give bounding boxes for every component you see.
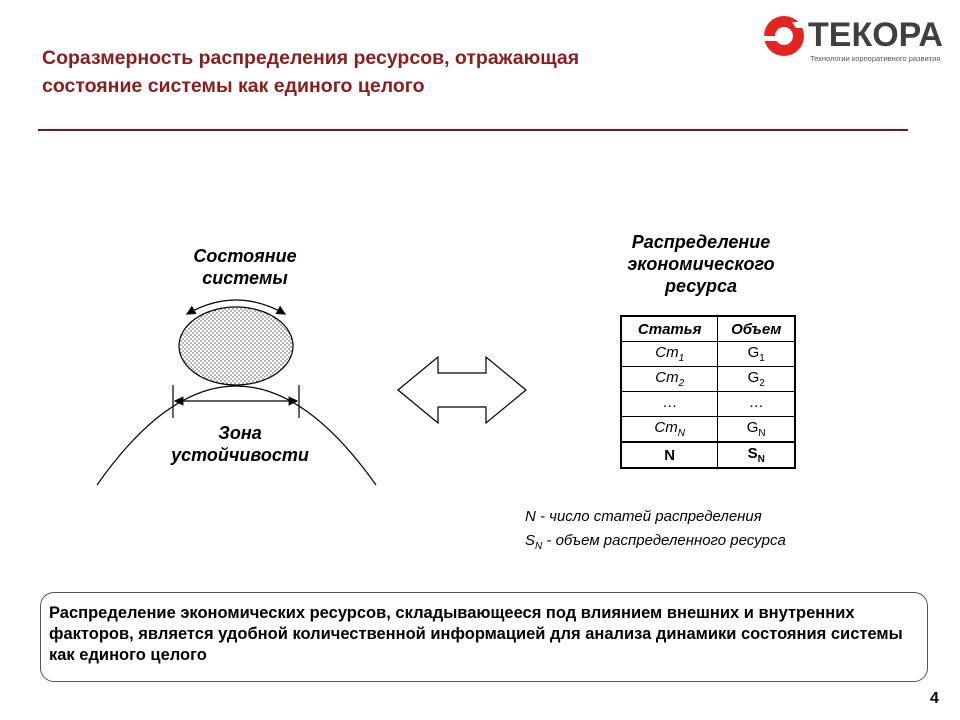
stability-zone-label: [140, 422, 340, 466]
resource-table: [620, 315, 796, 469]
zone-label-line-2: устойчивости: [171, 445, 309, 465]
table-total-row: [621, 442, 795, 468]
column-header-volume: Объем: [718, 316, 795, 342]
dist-label-line-1: Распределение: [631, 232, 771, 252]
title-line-2: состояние системы как единого целого: [42, 75, 425, 97]
table-legend: [525, 505, 786, 559]
page-number: 4: [930, 690, 939, 707]
table-row: [621, 342, 795, 367]
item-cell: $Ст_1$: [621, 342, 718, 367]
volume-cell: $G_1$: [718, 342, 795, 367]
column-header-item: Статья: [621, 316, 718, 342]
zone-label-line-1: Зона: [218, 423, 262, 443]
correspondence-arrow: [398, 357, 526, 423]
logo-tagline: Технологии корпоративного развития: [810, 54, 941, 63]
table-row: [621, 392, 795, 417]
system-state-label: [160, 245, 330, 289]
total-volume-cell: $S_N$: [718, 442, 795, 468]
total-item-cell: N: [621, 442, 718, 468]
conclusion-note: Распределение экономических ресурсов, складывающееся под влиянием внешних и внутренних факторов, является удобной количественной информацией для анализа динамики состояния системы как единого целого: [40, 592, 928, 682]
system-state-ellipse: [179, 307, 293, 385]
dist-label-line-2: экономического: [627, 254, 775, 274]
table-row: [621, 367, 795, 392]
title-line-1: Соразмерность распределения ресурсов, отражающая: [42, 47, 580, 69]
legend-line-2: $S_N$ - объем распределенного ресурса: [525, 532, 786, 552]
volume-cell: $G_2$: [718, 367, 795, 392]
state-label-line-1: Состояние: [193, 246, 297, 266]
item-cell: $Ст_2$: [621, 367, 718, 392]
table-header-row: [621, 316, 795, 342]
resource-distribution-label: [596, 231, 806, 297]
table-row: [621, 417, 795, 443]
logo-wordmark: ТЕКОРА: [808, 16, 943, 54]
legend-line-1: N - число статей распределения: [525, 508, 762, 525]
volume-cell: $G_N$: [718, 417, 795, 443]
state-label-line-2: системы: [202, 268, 288, 288]
item-cell: $Ст_N$: [621, 417, 718, 443]
item-cell: …: [621, 392, 718, 417]
volume-cell: …: [718, 392, 795, 417]
dist-label-line-3: ресурса: [664, 276, 738, 296]
